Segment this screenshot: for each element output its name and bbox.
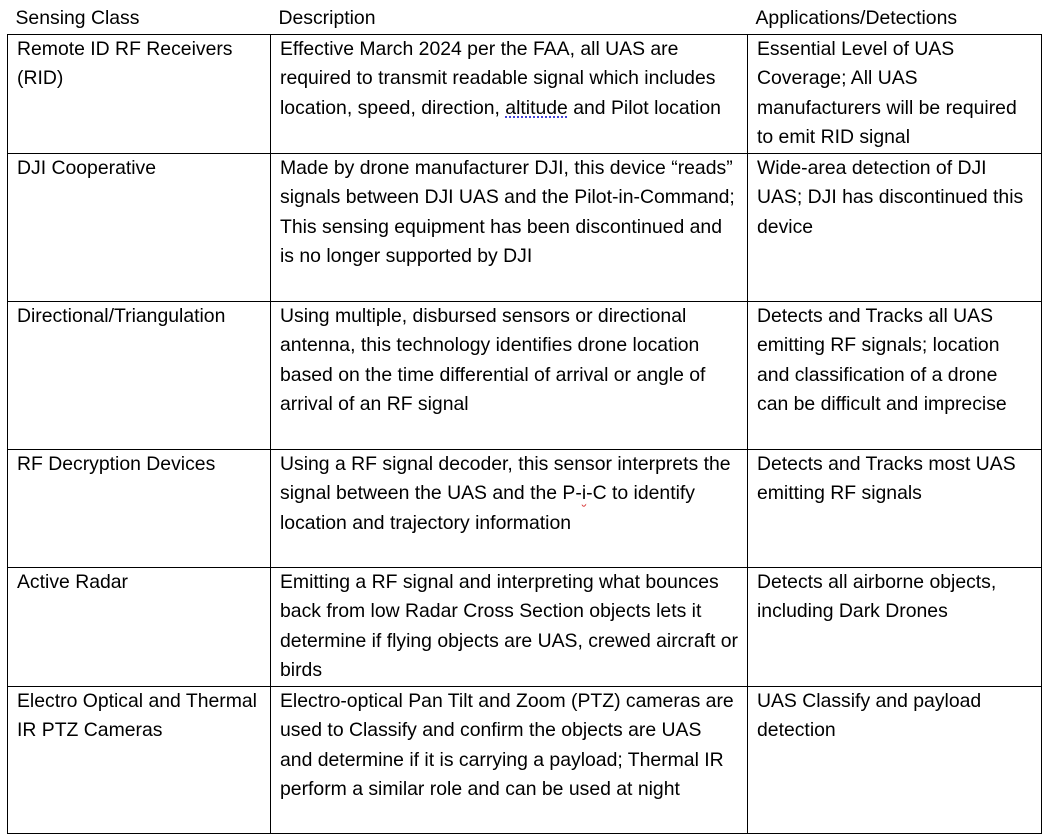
header-row bbox=[8, 4, 1042, 35]
description-text: and Pilot location bbox=[567, 96, 721, 119]
applications-cell: UAS Classify and payload detection bbox=[748, 687, 1042, 834]
sensing-class-cell: Remote ID RF Receivers (RID) bbox=[8, 35, 271, 154]
table-row bbox=[8, 154, 1042, 302]
table-header bbox=[8, 4, 1042, 35]
table-row bbox=[8, 302, 1042, 450]
description-text: Effective March 2024 per the FAA, all UAS are required to transmit readable signal which includes location, speed, direction, bbox=[280, 38, 716, 119]
table-row bbox=[8, 568, 1042, 687]
sensing-class-cell: DJI Cooperative bbox=[8, 154, 271, 302]
table-row bbox=[8, 450, 1042, 568]
applications-cell: Detects all airborne objects, including Dark Drones bbox=[748, 568, 1042, 687]
header-applications: Applications/Detections bbox=[755, 7, 958, 29]
sensing-class-cell: RF Decryption Devices bbox=[8, 450, 271, 568]
grammar-flagged-word[interactable]: altitude bbox=[505, 96, 568, 119]
description-cell bbox=[271, 35, 748, 154]
description-cell: Made by drone manufacturer DJI, this device “reads” signals between DJI UAS and the Pilot-in-Command; This sensing equipment has been discontinued and is no longer supported by DJI bbox=[271, 154, 748, 302]
header-sensing-class: Sensing Class bbox=[15, 7, 140, 29]
description-cell: Using multiple, disbursed sensors or directional antenna, this technology identifies drone location based on the time differential of arrival or angle of arrival of an RF signal bbox=[271, 302, 748, 450]
applications-cell: Essential Level of UAS Coverage; All UAS manufacturers will be required to emit RID signal bbox=[748, 35, 1042, 154]
table-row bbox=[8, 687, 1042, 834]
sensing-class-table bbox=[7, 4, 1042, 834]
description-cell bbox=[271, 450, 748, 568]
applications-cell: Detects and Tracks all UAS emitting RF signals; location and classification of a drone can be difficult and imprecise bbox=[748, 302, 1042, 450]
table-body bbox=[8, 35, 1042, 834]
table-row bbox=[8, 35, 1042, 154]
description-cell: Emitting a RF signal and interpreting what bounces back from low Radar Cross Section objects lets it determine if flying objects are UAS, crewed aircraft or birds bbox=[271, 568, 748, 687]
description-cell: Electro-optical Pan Tilt and Zoom (PTZ) cameras are used to Classify and confirm the objects are UAS and determine if it is carrying a payload; Thermal IR perform a similar role and can be used at night bbox=[271, 687, 748, 834]
sensing-class-cell: Active Radar bbox=[8, 568, 271, 687]
description-text: -C to identify location and trajectory information bbox=[280, 482, 695, 534]
sensing-class-cell: Directional/Triangulation bbox=[8, 302, 271, 450]
applications-cell: Detects and Tracks most UAS emitting RF signals bbox=[748, 450, 1042, 568]
header-description: Description bbox=[278, 7, 376, 29]
spelling-flagged-word[interactable]: i bbox=[581, 482, 587, 505]
description-text: Using a RF signal decoder, this sensor interprets the signal between the UAS and the P- bbox=[280, 453, 731, 505]
sensing-class-cell: Electro Optical and Thermal IR PTZ Cameras bbox=[8, 687, 271, 834]
applications-cell: Wide-area detection of DJI UAS; DJI has discontinued this device bbox=[748, 154, 1042, 302]
